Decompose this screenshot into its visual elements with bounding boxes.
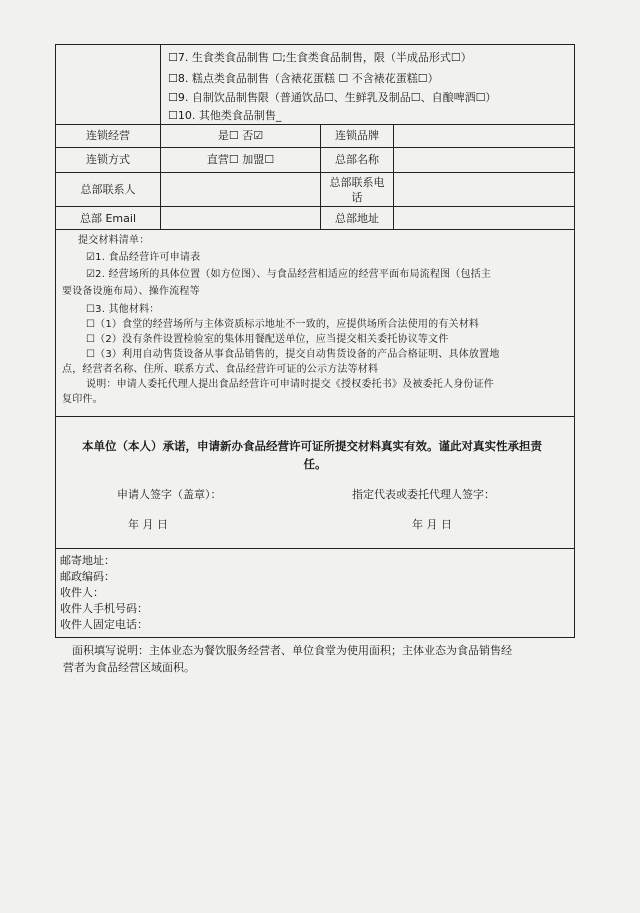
recipient-landline-label: 收件人固定电话： (60, 618, 148, 631)
material-item-2-cont: 要设备设施布局）、操作流程等 (62, 286, 200, 297)
row-divider (55, 206, 575, 207)
hq-contact-label: 总部联系人 (80, 183, 136, 196)
applicant-date: 年 月 日 (128, 518, 168, 531)
materials-title: 提交材料清单： (78, 235, 150, 246)
chain-ops-label: 连锁经营 (86, 129, 130, 142)
hq-phone-label: 总部联系电 (329, 176, 385, 189)
material-sub-1[interactable]: ☐（1）食堂的经营场所与主体资质标示地址不一致的，应提供场所合法使用的有关材料 (86, 319, 480, 330)
material-sub-2[interactable]: ☐（2）没有条件设置检验室的集体用餐配送单位，应当提交相关委托协议等文件 (86, 334, 449, 345)
mailing-address-label: 邮寄地址： (60, 554, 115, 567)
option-raw-food: ☐7. 生食类食品制售 ☐;生食类食品制售，限（半成品形式☐） (168, 51, 472, 64)
area-note-cont: 营者为食品经营区域面积。 (63, 661, 195, 674)
hq-email-label: 总部 Email (79, 212, 136, 225)
row-divider (55, 124, 575, 125)
materials-note-cont: 复印件。 (62, 394, 103, 405)
applicant-signature-label: 申请人签字（盖章）： (117, 488, 222, 501)
hq-name-label: 总部名称 (335, 153, 379, 166)
col-divider (160, 44, 161, 124)
material-sub-3-cont: 点，经营者名称、住所、联系方式、食品经营许可证的公示方法等材料 (62, 364, 379, 375)
row-divider (55, 548, 575, 549)
agent-date: 年 月 日 (412, 518, 452, 531)
hq-address-label: 总部地址 (335, 212, 379, 225)
option-other-food: ☐10. 其他类食品制售_ (168, 109, 282, 122)
material-sub-3[interactable]: ☐（3）利用自动售货设备从事食品销售的，提交自动售货设备的产品合格证明、具体放置地 (86, 349, 500, 360)
hq-phone-label-cont: 话 (351, 191, 363, 204)
material-item-2[interactable]: ☑2. 经营场所的具体位置（如方位图）、与食品经营相适应的经营平面布局流程图（包括主 (86, 269, 492, 280)
chain-ops-value[interactable]: 是☐ 否☑ (217, 129, 264, 142)
chain-brand-label: 连锁品牌 (335, 129, 379, 142)
row-divider (55, 229, 575, 230)
postcode-label: 邮政编码： (60, 570, 115, 583)
chain-mode-label: 连锁方式 (86, 153, 130, 166)
material-item-3[interactable]: ☐3. 其他材料： (86, 304, 160, 315)
row-divider (55, 416, 575, 417)
recipient-label: 收件人： (60, 586, 104, 599)
chain-mode-value[interactable]: 直营☐ 加盟☐ (206, 153, 275, 166)
pledge-statement-cont: 任。 (303, 457, 327, 471)
material-item-1[interactable]: ☑1. 食品经营许可申请表 (86, 252, 201, 263)
row-divider (55, 147, 575, 148)
option-drinks: ☐9. 自制饮品制售限（普通饮品☐、生鲜乳及制品☐、自酿啤酒☐） (168, 91, 497, 104)
option-pastry: ☐8. 糕点类食品制售（含裱花蛋糕 ☐ 不含裱花蛋糕☐） (168, 72, 439, 85)
row-divider (55, 172, 575, 173)
agent-signature-label: 指定代表或委托代理人签字： (352, 488, 495, 501)
pledge-statement: 本单位（本人）承诺，申请新办食品经营许可证所提交材料真实有效。谨此对真实性承担责 (82, 439, 542, 453)
materials-note: 说明：申请人委托代理人提出食品经营许可申请时提交《授权委托书》及被委托人身份证件 (86, 379, 494, 390)
area-note: 面积填写说明：主体业态为餐饮服务经营者、单位食堂为使用面积；主体业态为食品销售经 (72, 644, 512, 657)
col-divider (393, 124, 394, 229)
recipient-mobile-label: 收件人手机号码： (60, 602, 148, 615)
